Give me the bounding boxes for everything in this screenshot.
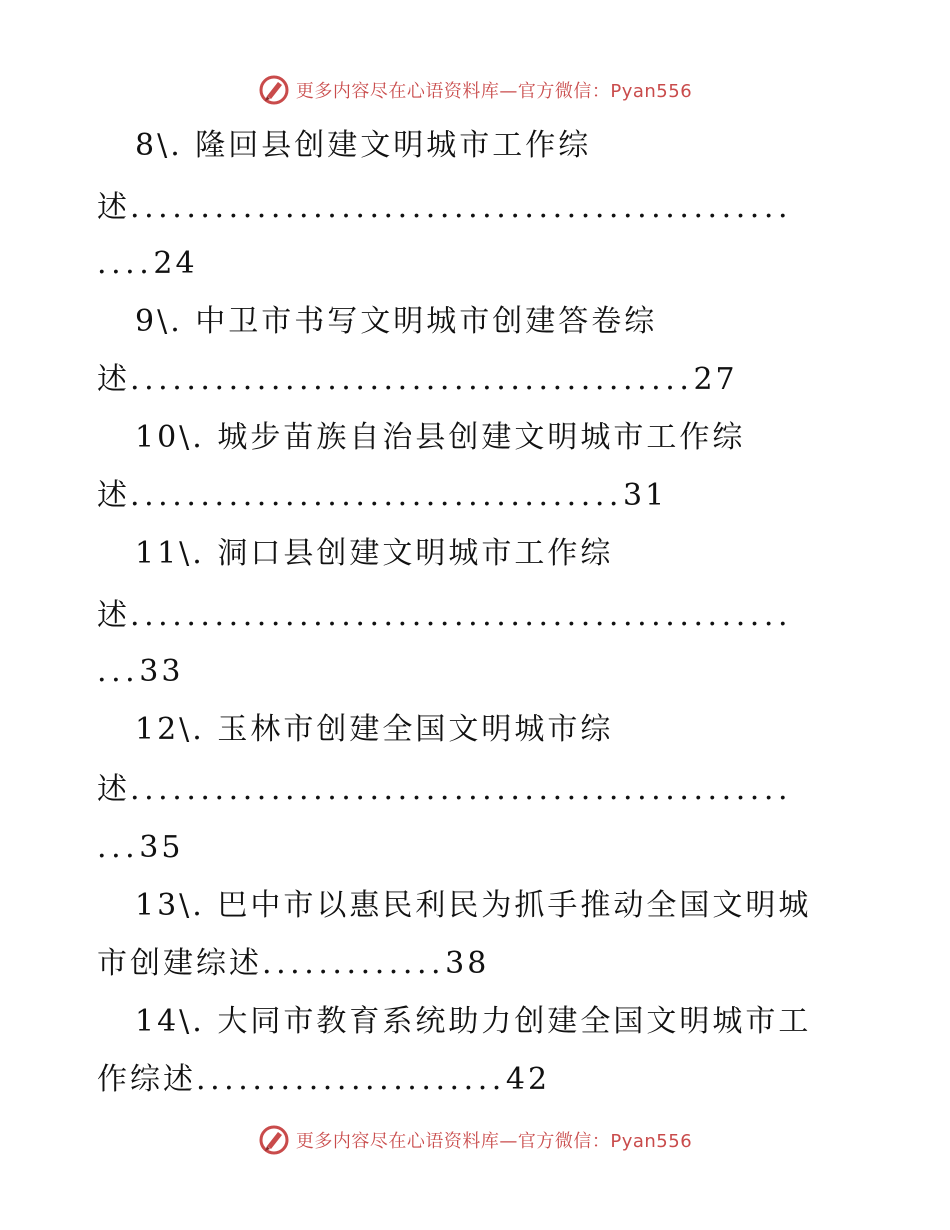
toc-entry-title: 10\. 城步苗族自治县创建文明城市工作综: [135, 420, 746, 455]
toc-page-number: 35: [139, 830, 184, 865]
toc-leader-dots: ...: [97, 830, 140, 865]
toc-entry-title-tail: 述: [97, 598, 130, 633]
toc-leader-dots: ......................: [196, 1062, 506, 1097]
toc-page-number: 24: [153, 246, 198, 281]
toc-entry-continuation: [97, 1060, 550, 1100]
toc-entry-title-tail: 述: [97, 190, 130, 225]
toc-entry-title-tail: 述: [97, 478, 130, 513]
header-banner: [0, 70, 950, 110]
toc-entry-title-tail: 作综述: [97, 1062, 196, 1097]
toc-entry-title: 13\. 巴中市以惠民利民为抓手推动全国文明城: [135, 888, 812, 923]
toc-leader-dots: .............: [262, 946, 446, 981]
toc-page-number: 31: [623, 478, 668, 513]
toc-entry-continuation: [97, 360, 738, 400]
toc-leader-dots: ...............................................: [130, 190, 793, 225]
toc-entry-page-line: [97, 244, 198, 284]
toc-entry-title: 11\. 洞口县创建文明城市工作综: [135, 536, 614, 571]
toc-entry-title-tail: 述: [97, 772, 130, 807]
toc-leader-dots: ........................................: [130, 362, 694, 397]
toc-leader-dots: ....: [97, 246, 154, 281]
toc-entry-continuation: [97, 476, 667, 516]
toc-page-number: 27: [693, 362, 738, 397]
pen-logo-icon: [258, 1124, 290, 1156]
header-banner-text: 更多内容尽在心语资料库—官方微信：Pyan556: [295, 81, 693, 102]
toc-leader-dots: ...: [97, 654, 140, 689]
toc-leader-dots: ...................................: [130, 478, 624, 513]
toc-entry-continuation: [97, 596, 792, 636]
toc-entry-page-line: [97, 828, 183, 868]
toc-entry-continuation: [97, 944, 489, 984]
toc-leader-dots: ...............................................: [130, 772, 793, 807]
toc-page-number: 38: [445, 946, 490, 981]
toc-entry-title: 14\. 大同市教育系统助力创建全国文明城市工: [135, 1004, 812, 1039]
footer-banner: [0, 1120, 950, 1160]
toc-entry-title: 12\. 玉林市创建全国文明城市综: [135, 712, 614, 747]
toc-entry-title: 8\. 隆回县创建文明城市工作综: [135, 128, 592, 163]
toc-entry-page-line: [97, 652, 183, 692]
toc-page-number: 33: [139, 654, 184, 689]
toc-entry-title-tail: 述: [97, 362, 130, 397]
toc-entry-title: 9\. 中卫市书写文明城市创建答卷综: [135, 304, 658, 339]
toc-entry-title-tail: 市创建综述: [97, 946, 262, 981]
toc-page-number: 42: [505, 1062, 551, 1097]
footer-banner-text: 更多内容尽在心语资料库—官方微信：Pyan556: [295, 1131, 693, 1152]
toc-entry-continuation: [97, 770, 792, 810]
pen-logo-icon: [258, 74, 290, 106]
toc-entry-continuation: [97, 188, 792, 228]
toc-leader-dots: ...............................................: [130, 598, 793, 633]
